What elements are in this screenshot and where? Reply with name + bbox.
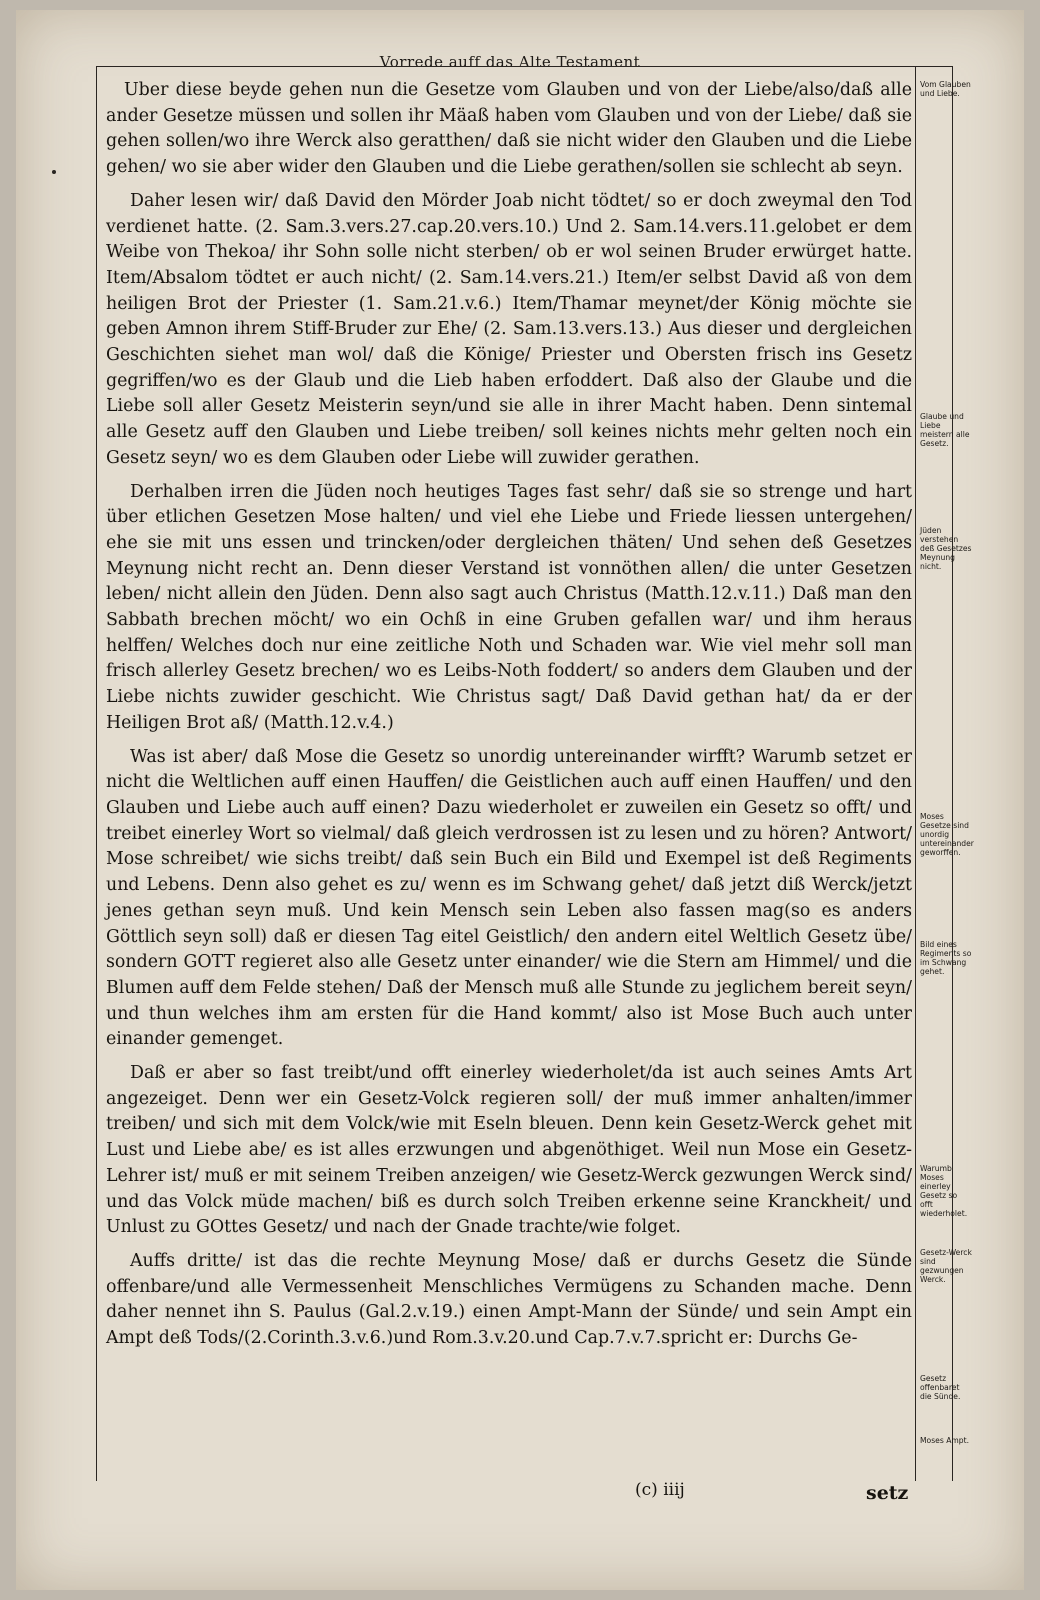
marginal-note-7: Gesetz-Werck sind gezwungen Werck. [920,1248,972,1284]
marginal-note-2: Glaube und Liebe meistern alle Gesetz. [920,412,970,448]
marginal-note-9: Moses Ampt. [920,1436,969,1445]
text-column [106,78,912,1360]
marginal-note-5: Bild eines Regiments so im Schwang gehet. [920,940,972,976]
paragraph-2: Daher lesen wir/ daß David den Mörder Joab nicht tödtet/ so er doch zweymal den Tod verdienet hatte. (2. Sam.3.vers.27.cap.20.vers.10.) Und 2. Sam.14.vers.11.gelobet er dem Weibe von Thekoa/ ihr Sohn solle nicht sterben/ ob er wol seinen Bruder erwürget hatte. Item/Absalom tödtet er auch nicht/ (2. Sam.14.vers.21.) Item/er selbst David aß von dem heiligen Brot der Priester (1. Sam.21.v.6.) Item/Thamar meynet/der König möchte sie geben Amnon ihrem Stiff-Bruder zur Ehe/ (2. Sam.13.vers.13.) Aus dieser und dergleichen Geschichten siehet man wol/ daß die Könige/ Priester und Obersten frisch ins Gesetz gegriffen/wo es der Glaub und die Lieb haben erfoddert. Daß also der Glaube und die Liebe soll aller Gesetz Meisterin seyn/und sie alle in ihrer Macht haben. Denn sintemal alle Gesetz auff den Glauben und Liebe treiben/ soll keines nichts mehr gelten noch ein Gesetz seyn/ wo es dem Glauben oder Liebe will zuwider gerathen. [106,190,912,468]
paragraph-3: Derhalben irren die Jüden noch heutiges Tages fast sehr/ daß sie so strenge und hart über etlichen Gesetzen Mose halten/ und viel ehe Liebe und Friede liessen untergehen/ ehe sie mit uns essen und trincken/oder dergleichen thäten/ Und sehen deß Gesetzes Meynung nicht recht an. Denn dieser Verstand ist vonnöthen allen/ die unter Gesetzen leben/ nicht allein den Jüden. Denn also sagt auch Christus (Matth.12.v.11.) Daß man den Sabbath brechen möcht/ wo ein Ochß in eine Gruben gefallen war/ und ihm heraus helffen/ Welches doch nur eine zeitliche Noth und Schaden war. Wie viel mehr soll man frisch allerley Gesetz brechen/ wo es Leibs-Noth foddert/ so anders dem Glauben und der Liebe nichts zuwider geschicht. Wie Christus sagt/ Daß David gethan hat/ da er der Heiligen Brot aß/ (Matth.12.v.4.) [106,481,912,733]
paragraph-4: Was ist aber/ daß Mose die Gesetz so unordig untereinander wirfft? Warumb setzet er nicht die Weltlichen auff einen Hauffen/ die Geistlichen auch auff einen Hauffen/ und den Glauben und Liebe auch auff einen? Dazu wiederholet er zuweilen ein Gesetz so offt/ und treibet einerley Wort so vielmal/ daß gleich verdrossen ist zu lesen und zu hören? Antwort/ Mose schreibet/ wie sichs treibt/ daß sein Buch ein Bild und Exempel ist deß Regiments und Lebens. Denn also gehet es zu/ wenn es im Schwang gehet/ daß jetzt diß Werck/jetzt jenes gethan seyn muß. Und kein Mensch sein Leben also fassen mag(so es anders Göttlich seyn soll) daß er diesen Tag eitel Geistlich/ den andern eitel Weltlich Gesetz übe/ sondern GOTT regieret also alle Gesetz unter einander/ wie die Stern am Himmel/ und die Blumen auff dem Felde stehen/ Daß der Mensch muß alle Stunde zu jeglichem bereit seyn/ und thun welches ihm am ersten für die Hand kommt/ also ist Mose Buch auch unter einander gemenget. [106,746,912,1050]
running-head: Vorrede auff das Alte Testament [379,53,641,71]
marginal-note-4: Moses Gesetze sind unordig untereinander geworffen. [920,812,974,857]
paragraph-6: Auffs dritte/ ist das die rechte Meynung Mose/ daß er durchs Gesetz die Sünde offenbare/und alle Vermessenheit Menschliches Vermügens zu Schanden mache. Denn daher nennet ihn S. Paulus (Gal.2.v.19.) einen Ampt-Mann der Sünde/ und sein Ampt ein Ampt deß Tods/(2.Corinth.3.v.6.)und Rom.3.v.20.und Cap.7.v.7.spricht er: Durchs Ge- [106,1250,912,1349]
paragraph-5: Daß er aber so fast treibt/und offt einerley wiederholet/da ist auch seines Amts Art angezeiget. Denn wer ein Gesetz-Volck regieren soll/ der muß immer anhalten/immer treiben/ und sich mit dem Volck/wie mit Eseln bleuen. Denn kein Gesetz-Werck gehet mit Lust und Liebe abe/ es ist alles erzwungen und abgenöthiget. Weil nun Mose ein Gesetz-Lehrer ist/ muß er mit seinem Treiben anzeigen/ wie Gesetz-Werck gezwungen Werck sind/ und das Volck müde machen/ biß es durch solch Treiben erkenne seine Kranckheit/ und Unlust zu GOttes Gesetz/ und nach der Gnade trachte/wie folget. [106,1063,912,1238]
signature-mark: (c) iiij [635,1480,685,1500]
paragraph-1: Uber diese beyde gehen nun die Gesetze vom Glauben und von der Liebe/also/daß alle ander Gesetze müssen und sollen ihr Mäaß haben vom Glauben und von der Liebe/ daß sie gehen sollen/wo ihre Werck also geratthen/ daß sie nicht wider den Glauben und die Liebe gehen/ wo sie aber wider den Glauben und die Liebe gerathen/sollen sie schlecht ab seyn. [106,80,912,178]
marginal-note-8: Gesetz offenbaret die Sünde. [920,1374,961,1401]
marginal-note-1: Vom Glauben und Liebe. [920,80,971,98]
marginal-note-6: Warumb Moses einerley Gesetz so offt wiederholet. [920,1164,968,1218]
ink-speck [52,170,56,174]
catchword: setz [866,1482,909,1504]
marginal-note-3: Jüden verstehen deß Gesetzes Meynung nicht. [920,526,972,571]
